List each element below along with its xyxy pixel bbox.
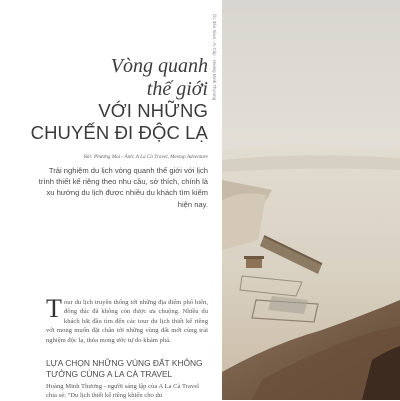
photo-credit: Ốc đảo Siwa - Ai Cập - Hoàng Minh Thương xyxy=(212,14,217,101)
desert-oasis-photo xyxy=(222,0,400,400)
body-paragraph xyxy=(46,294,208,345)
dropcap: T xyxy=(46,294,62,323)
lead-paragraph: Trải nghiệm du lịch vòng quanh thế giới với lịch trình thiết kế riêng theo nhu cầu, sở thích, chính là xu hướng du lịch được nhiều du khách tìm kiếm hiện nay. xyxy=(38,166,208,209)
title-line-2: thế giới xyxy=(146,78,208,100)
title-line-4: CHUYẾN ĐI ĐỘC LẠ xyxy=(30,122,208,143)
title-line-3: VỚI NHỮNG xyxy=(98,100,208,121)
byline: Bài: Phương Mai - Ảnh: A La Cà Travel, Meetup Adventure xyxy=(83,154,208,160)
body-paragraph-text: our du lịch truyền thống tới những địa điểm phổ biến, đông đúc đã không còn được ưa chuộng. Nhiều du khách bắt đầu tìm đến các tour du lịch thiết kế riêng với mong muốn đặt chân tới những vùng đất mới cùng trải nghiệm độc lạ, thỏa mong ước tự do khám phá. xyxy=(46,299,208,344)
title-line-1: Vòng quanh xyxy=(110,55,208,77)
section-subheading: LỰA CHỌN NHỮNG VÙNG ĐẤT KHÔNG TƯỞNG CÙNG A LA CÀ TRAVEL xyxy=(46,358,203,379)
body-paragraph-2: Hoàng Minh Thương - người sáng lập của A La Cà Travel chia sẻ: "Du lịch thiết kế riêng khiến cho du xyxy=(46,383,200,400)
